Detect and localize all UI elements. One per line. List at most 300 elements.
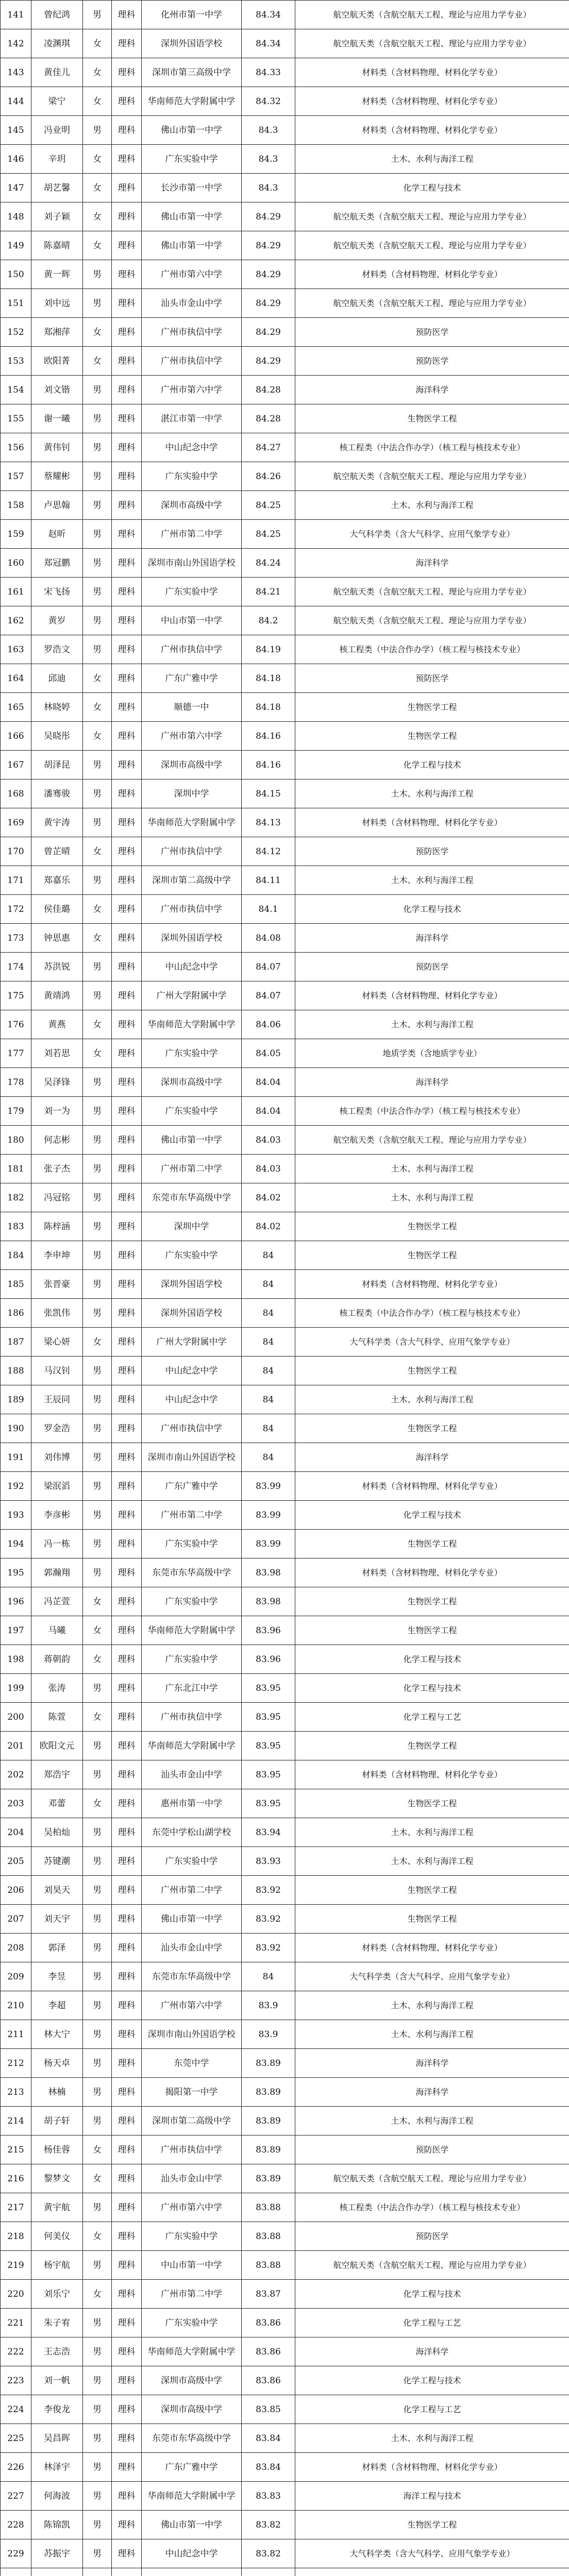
major: 生物医学工程 — [295, 1530, 569, 1558]
table-row — [1, 318, 569, 347]
row-number: 141 — [1, 1, 31, 29]
subject-track: 理科 — [112, 29, 142, 58]
score: 84 — [242, 1385, 295, 1414]
major: 生物医学工程 — [295, 1357, 569, 1385]
table-row — [1, 635, 569, 664]
score: 83.88 — [242, 2222, 295, 2251]
subject-track: 理科 — [112, 2280, 142, 2309]
table-row — [1, 1039, 569, 1068]
student-name: 林楠 — [31, 2078, 83, 2107]
subject-track: 理科 — [112, 2309, 142, 2337]
school: 深圳市高级中学 — [142, 751, 242, 779]
score: 83.99 — [242, 1472, 295, 1501]
gender: 男 — [83, 1674, 112, 1703]
subject-track: 理科 — [112, 2251, 142, 2280]
school: 广东广雅中学 — [142, 664, 242, 693]
major: 材料类（含材料物理、材料化学专业） — [295, 260, 569, 289]
gender: 男 — [83, 1530, 112, 1558]
row-number: 189 — [1, 1385, 31, 1414]
student-name: 黄燕 — [31, 1010, 83, 1039]
student-name: 林晓婷 — [31, 693, 83, 722]
score: 83.96 — [242, 1645, 295, 1674]
row-number: 179 — [1, 1097, 31, 1126]
school: 广东实验中学 — [142, 1530, 242, 1558]
score: 83.88 — [242, 2251, 295, 2280]
major: 土木、水利与海洋工程 — [295, 145, 569, 174]
score: 84 — [242, 1414, 295, 1443]
table-row — [1, 2337, 569, 2366]
table-row — [1, 1703, 569, 1732]
major: 航空航天类（含航空航天工程、理论与应用力学专业） — [295, 2164, 569, 2193]
student-name: 侯佳璐 — [31, 895, 83, 924]
table-row — [1, 1760, 569, 1789]
major: 海洋科学 — [295, 924, 569, 953]
score: 84.19 — [242, 635, 295, 664]
major: 大气科学类（含大气科学、应用气象学专业） — [295, 1328, 569, 1357]
gender: 男 — [83, 1962, 112, 1991]
gender: 女 — [83, 924, 112, 953]
major: 核工程类（中法合作办学）（核工程与核技术专业） — [295, 2193, 569, 2222]
row-number: 177 — [1, 1039, 31, 1068]
student-name: 罗金浩 — [31, 1414, 83, 1443]
score: 84.12 — [242, 837, 295, 866]
subject-track: 理科 — [112, 2164, 142, 2193]
gender: 男 — [83, 2337, 112, 2366]
gender: 女 — [83, 2164, 112, 2193]
row-number: 202 — [1, 1760, 31, 1789]
school: 广东实验中学 — [142, 578, 242, 606]
major: 生物医学工程 — [295, 1414, 569, 1443]
subject-track: 理科 — [112, 1587, 142, 1616]
score: 84.26 — [242, 462, 295, 491]
school: 佛山市第一中学 — [142, 116, 242, 145]
student-name: 冯一栋 — [31, 1530, 83, 1558]
row-number: 161 — [1, 578, 31, 606]
major: 生物医学工程 — [295, 1616, 569, 1645]
table-row — [1, 87, 569, 116]
school: 深圳市第三高级中学 — [142, 58, 242, 87]
table-row — [1, 2136, 569, 2164]
major: 预防医学 — [295, 2136, 569, 2164]
gender: 男 — [83, 1847, 112, 1876]
score: 83.99 — [242, 1530, 295, 1558]
score: 84.29 — [242, 231, 295, 260]
row-number: 218 — [1, 2222, 31, 2251]
table-row — [1, 981, 569, 1010]
school: 华南师范大学附属中学 — [142, 1732, 242, 1760]
table-row — [1, 1876, 569, 1905]
gender: 女 — [83, 318, 112, 347]
row-number: 205 — [1, 1847, 31, 1876]
gender: 女 — [83, 2222, 112, 2251]
school: 深圳外国语学校 — [142, 29, 242, 58]
major: 材料类（含材料物理、材料化学专业） — [295, 808, 569, 837]
table-row — [1, 2482, 569, 2511]
gender: 男 — [83, 376, 112, 404]
row-number: 199 — [1, 1674, 31, 1703]
gender: 女 — [83, 1039, 112, 1068]
table-row — [1, 1530, 569, 1558]
student-name: 刘子颖 — [31, 202, 83, 231]
subject-track: 理科 — [112, 1501, 142, 1530]
table-row — [1, 116, 569, 145]
major: 预防医学 — [295, 664, 569, 693]
major: 海洋科学 — [295, 376, 569, 404]
subject-track: 理科 — [112, 491, 142, 520]
subject-track: 理科 — [112, 1097, 142, 1126]
gender: 男 — [83, 549, 112, 578]
school: 华南师范大学附属中学 — [142, 2337, 242, 2366]
student-name: 李申坤 — [31, 1241, 83, 1270]
gender: 男 — [83, 1501, 112, 1530]
student-name: 梁宁 — [31, 87, 83, 116]
school: 广州市执信中学 — [142, 347, 242, 376]
gender: 男 — [83, 2107, 112, 2136]
row-number: 175 — [1, 981, 31, 1010]
school: 深圳市南山外国语学校 — [142, 1443, 242, 1472]
major: 土木、水利与海洋工程 — [295, 866, 569, 895]
school: 广州大学附属中学 — [142, 981, 242, 1010]
table-row — [1, 347, 569, 376]
major: 土木、水利与海洋工程 — [295, 2107, 569, 2136]
student-name: 黄一辉 — [31, 260, 83, 289]
score: 84 — [242, 1241, 295, 1270]
student-name: 罗浩文 — [31, 635, 83, 664]
student-name: 郑冠鹏 — [31, 549, 83, 578]
major: 材料类（含材料物理、材料化学专业） — [295, 1934, 569, 1962]
student-name: 黄伟钊 — [31, 433, 83, 462]
subject-track: 理科 — [112, 779, 142, 808]
score: 83.92 — [242, 1934, 295, 1962]
row-number: 212 — [1, 2049, 31, 2078]
major: 材料类（含材料物理、材料化学专业） — [295, 1472, 569, 1501]
gender: 男 — [83, 1357, 112, 1385]
major: 生物医学工程 — [295, 404, 569, 433]
table-row — [1, 1587, 569, 1616]
subject-track: 理科 — [112, 1270, 142, 1299]
row-number: 155 — [1, 404, 31, 433]
table-row — [1, 1270, 569, 1299]
score: 84.28 — [242, 404, 295, 433]
subject-track: 理科 — [112, 433, 142, 462]
table-row — [1, 1299, 569, 1328]
row-number: 190 — [1, 1414, 31, 1443]
table-row — [1, 2539, 569, 2568]
gender: 男 — [83, 981, 112, 1010]
major: 化学工程与技术 — [295, 174, 569, 202]
student-name: 刘中远 — [31, 289, 83, 318]
table-row — [1, 1962, 569, 1991]
student-name: 刘昊天 — [31, 1876, 83, 1905]
school: 顺德一中 — [142, 693, 242, 722]
table-row — [1, 1645, 569, 1674]
gender: 男 — [83, 2395, 112, 2424]
gender: 男 — [83, 1472, 112, 1501]
major: 土木、水利与海洋工程 — [295, 2424, 569, 2453]
major: 海洋科学 — [295, 2337, 569, 2366]
table-row — [1, 2251, 569, 2280]
table-row — [1, 289, 569, 318]
row-number: 182 — [1, 1183, 31, 1212]
major: 土木、水利与海洋工程 — [295, 779, 569, 808]
school: 佛山市第一中学 — [142, 231, 242, 260]
score: 83.92 — [242, 1876, 295, 1905]
table-row — [1, 231, 569, 260]
table-row — [1, 1328, 569, 1357]
row-number: 147 — [1, 174, 31, 202]
school: 广州大学附属中学 — [142, 1328, 242, 1357]
student-name: 苏洪锐 — [31, 953, 83, 981]
major: 土木、水利与海洋工程 — [295, 1155, 569, 1183]
table-row — [1, 174, 569, 202]
row-number: 185 — [1, 1270, 31, 1299]
row-number: 225 — [1, 2424, 31, 2453]
student-name: 谢一曦 — [31, 404, 83, 433]
gender: 男 — [83, 1097, 112, 1126]
score: 84.21 — [242, 578, 295, 606]
subject-track: 理科 — [112, 260, 142, 289]
gender: 男 — [83, 2482, 112, 2511]
score — [242, 2568, 295, 2576]
school: 深圳中学 — [142, 1212, 242, 1241]
score: 83.82 — [242, 2539, 295, 2568]
student-name: 李超 — [31, 1991, 83, 2020]
row-number: 219 — [1, 2251, 31, 2280]
subject-track: 理科 — [112, 2482, 142, 2511]
school: 华南师范大学附属中学 — [142, 2482, 242, 2511]
score: 83.89 — [242, 2078, 295, 2107]
student-name: 黎梦文 — [31, 2164, 83, 2193]
school: 广东实验中学 — [142, 1587, 242, 1616]
row-number: 160 — [1, 549, 31, 578]
school: 广州市第六中学 — [142, 722, 242, 751]
major: 地质学类（含地质学专业） — [295, 1039, 569, 1068]
subject-track: 理科 — [112, 2193, 142, 2222]
score: 84 — [242, 1443, 295, 1472]
row-number: 153 — [1, 347, 31, 376]
student-name: 刘文锴 — [31, 376, 83, 404]
row-number: 194 — [1, 1530, 31, 1558]
major: 土木、水利与海洋工程 — [295, 1818, 569, 1847]
major: 海洋工程与技术 — [295, 2482, 569, 2511]
gender: 女 — [83, 1789, 112, 1818]
major: 土木、水利与海洋工程 — [295, 1847, 569, 1876]
subject-track: 理科 — [112, 116, 142, 145]
major: 航空航天类（含航空航天工程、理论与应用力学专业） — [295, 1126, 569, 1155]
major: 生物医学工程 — [295, 1905, 569, 1934]
subject-track: 理科 — [112, 520, 142, 549]
table-row — [1, 953, 569, 981]
major — [295, 2568, 569, 2576]
student-name: 刘乐宁 — [31, 2280, 83, 2309]
table-row — [1, 2366, 569, 2395]
student-name: 杨佳蓉 — [31, 2136, 83, 2164]
gender: 男 — [83, 1241, 112, 1270]
student-name: 马汉钊 — [31, 1357, 83, 1385]
gender: 男 — [83, 433, 112, 462]
school: 广东实验中学 — [142, 2222, 242, 2251]
gender: 男 — [83, 1760, 112, 1789]
student-name: 王辰同 — [31, 1385, 83, 1414]
table-row — [1, 1183, 569, 1212]
gender: 女 — [83, 58, 112, 87]
school: 华南师范大学附属中学 — [142, 808, 242, 837]
subject-track: 理科 — [112, 462, 142, 491]
row-number: 184 — [1, 1241, 31, 1270]
student-name: 苏振宇 — [31, 2539, 83, 2568]
gender: 女 — [83, 722, 112, 751]
major: 化学工程与技术 — [295, 1645, 569, 1674]
gender: 男 — [83, 2366, 112, 2395]
major: 航空航天类（含航空航天工程、理论与应用力学专业） — [295, 231, 569, 260]
major: 生物医学工程 — [295, 1587, 569, 1616]
score: 83.88 — [242, 2193, 295, 2222]
score: 83.94 — [242, 1818, 295, 1847]
student-name: 辛玥 — [31, 145, 83, 174]
major: 化学工程与技术 — [295, 1674, 569, 1703]
row-number: 159 — [1, 520, 31, 549]
table-row — [1, 1732, 569, 1760]
subject-track: 理科 — [112, 1039, 142, 1068]
table-row — [1, 29, 569, 58]
school: 佛山市第一中学 — [142, 2511, 242, 2539]
row-number: 198 — [1, 1645, 31, 1674]
subject-track: 理科 — [112, 289, 142, 318]
row-number: 217 — [1, 2193, 31, 2222]
major: 航空航天类（含航空航天工程、理论与应用力学专业） — [295, 29, 569, 58]
score: 84.18 — [242, 693, 295, 722]
subject-track: 理科 — [112, 2020, 142, 2049]
table-row — [1, 1155, 569, 1183]
gender: 男 — [83, 1183, 112, 1212]
school: 汕头市金山中学 — [142, 289, 242, 318]
major: 航空航天类（含航空航天工程、理论与应用力学专业） — [295, 1, 569, 29]
subject-track: 理科 — [112, 145, 142, 174]
table-row — [1, 1934, 569, 1962]
gender: 男 — [83, 2078, 112, 2107]
subject-track: 理科 — [112, 1328, 142, 1357]
table-row — [1, 837, 569, 866]
student-name: 冯芷萱 — [31, 1587, 83, 1616]
gender: 男 — [83, 1443, 112, 1472]
table-row — [1, 1357, 569, 1385]
subject-track: 理科 — [112, 2049, 142, 2078]
gender: 女 — [83, 1587, 112, 1616]
school — [142, 2568, 242, 2576]
row-number: 228 — [1, 2511, 31, 2539]
student-name: 梁泯滔 — [31, 1472, 83, 1501]
major: 土木、水利与海洋工程 — [295, 1010, 569, 1039]
row-number: 157 — [1, 462, 31, 491]
student-name: 郑湘萍 — [31, 318, 83, 347]
student-name: 郑嘉乐 — [31, 866, 83, 895]
table-row — [1, 404, 569, 433]
major: 生物医学工程 — [295, 1212, 569, 1241]
student-name: 吴柏灿 — [31, 1818, 83, 1847]
table-row — [1, 1126, 569, 1155]
major: 核工程类（中法合作办学）（核工程与核技术专业） — [295, 1097, 569, 1126]
school: 佛山市第一中学 — [142, 202, 242, 231]
major: 化学工程与技术 — [295, 751, 569, 779]
score: 83.89 — [242, 2107, 295, 2136]
major: 预防医学 — [295, 837, 569, 866]
gender: 女 — [83, 174, 112, 202]
score: 83.99 — [242, 1501, 295, 1530]
subject-track: 理科 — [112, 1876, 142, 1905]
subject-track: 理科 — [112, 1674, 142, 1703]
school: 广东北江中学 — [142, 1674, 242, 1703]
student-name: 黄佳儿 — [31, 58, 83, 87]
major: 航空航天类（含航空航天工程、理论与应用力学专业） — [295, 578, 569, 606]
school: 华南师范大学附属中学 — [142, 87, 242, 116]
subject-track: 理科 — [112, 1934, 142, 1962]
student-name: 张晋豪 — [31, 1270, 83, 1299]
subject-track: 理科 — [112, 981, 142, 1010]
school: 华南师范大学附属中学 — [142, 1010, 242, 1039]
table-row — [1, 722, 569, 751]
gender: 男 — [83, 1270, 112, 1299]
score: 83.82 — [242, 2511, 295, 2539]
score: 84.1 — [242, 895, 295, 924]
student-name: 李俊龙 — [31, 2395, 83, 2424]
school: 深圳外国语学校 — [142, 924, 242, 953]
table-row — [1, 2280, 569, 2309]
row-number: 145 — [1, 116, 31, 145]
major: 土木、水利与海洋工程 — [295, 2020, 569, 2049]
row-number: 220 — [1, 2280, 31, 2309]
score: 84.04 — [242, 1068, 295, 1097]
row-number: 165 — [1, 693, 31, 722]
gender: 男 — [83, 1155, 112, 1183]
subject-track: 理科 — [112, 1241, 142, 1270]
row-number: 146 — [1, 145, 31, 174]
table-row — [1, 2424, 569, 2453]
school: 广州市执信中学 — [142, 635, 242, 664]
school: 深圳外国语学校 — [142, 1270, 242, 1299]
row-number: 171 — [1, 866, 31, 895]
score: 83.95 — [242, 1674, 295, 1703]
score: 84.16 — [242, 722, 295, 751]
row-number: 223 — [1, 2366, 31, 2395]
gender: 男 — [83, 2539, 112, 2568]
row-number: 203 — [1, 1789, 31, 1818]
gender: 男 — [83, 953, 112, 981]
major: 航空航天类（含航空航天工程、理论与应用力学专业） — [295, 2251, 569, 2280]
student-name: 杨天卓 — [31, 2049, 83, 2078]
score: 84.3 — [242, 145, 295, 174]
score: 84.05 — [242, 1039, 295, 1068]
gender: 男 — [83, 1414, 112, 1443]
subject-track: 理科 — [112, 1847, 142, 1876]
score: 83.95 — [242, 1760, 295, 1789]
school: 中山纪念中学 — [142, 2539, 242, 2568]
student-name: 王志浩 — [31, 2337, 83, 2366]
school: 广东实验中学 — [142, 1847, 242, 1876]
subject-track: 理科 — [112, 87, 142, 116]
student-name: 赵昕 — [31, 520, 83, 549]
subject-track: 理科 — [112, 2366, 142, 2395]
student-name: 杨宇航 — [31, 2251, 83, 2280]
subject-track: 理科 — [112, 174, 142, 202]
major: 生物医学工程 — [295, 1789, 569, 1818]
score: 84.15 — [242, 779, 295, 808]
row-number: 210 — [1, 1991, 31, 2020]
school: 东莞市东华高级中学 — [142, 1558, 242, 1587]
table-row — [1, 2395, 569, 2424]
school: 广州市执信中学 — [142, 1414, 242, 1443]
subject-track: 理科 — [112, 2222, 142, 2251]
student-name: 凌渊琪 — [31, 29, 83, 58]
